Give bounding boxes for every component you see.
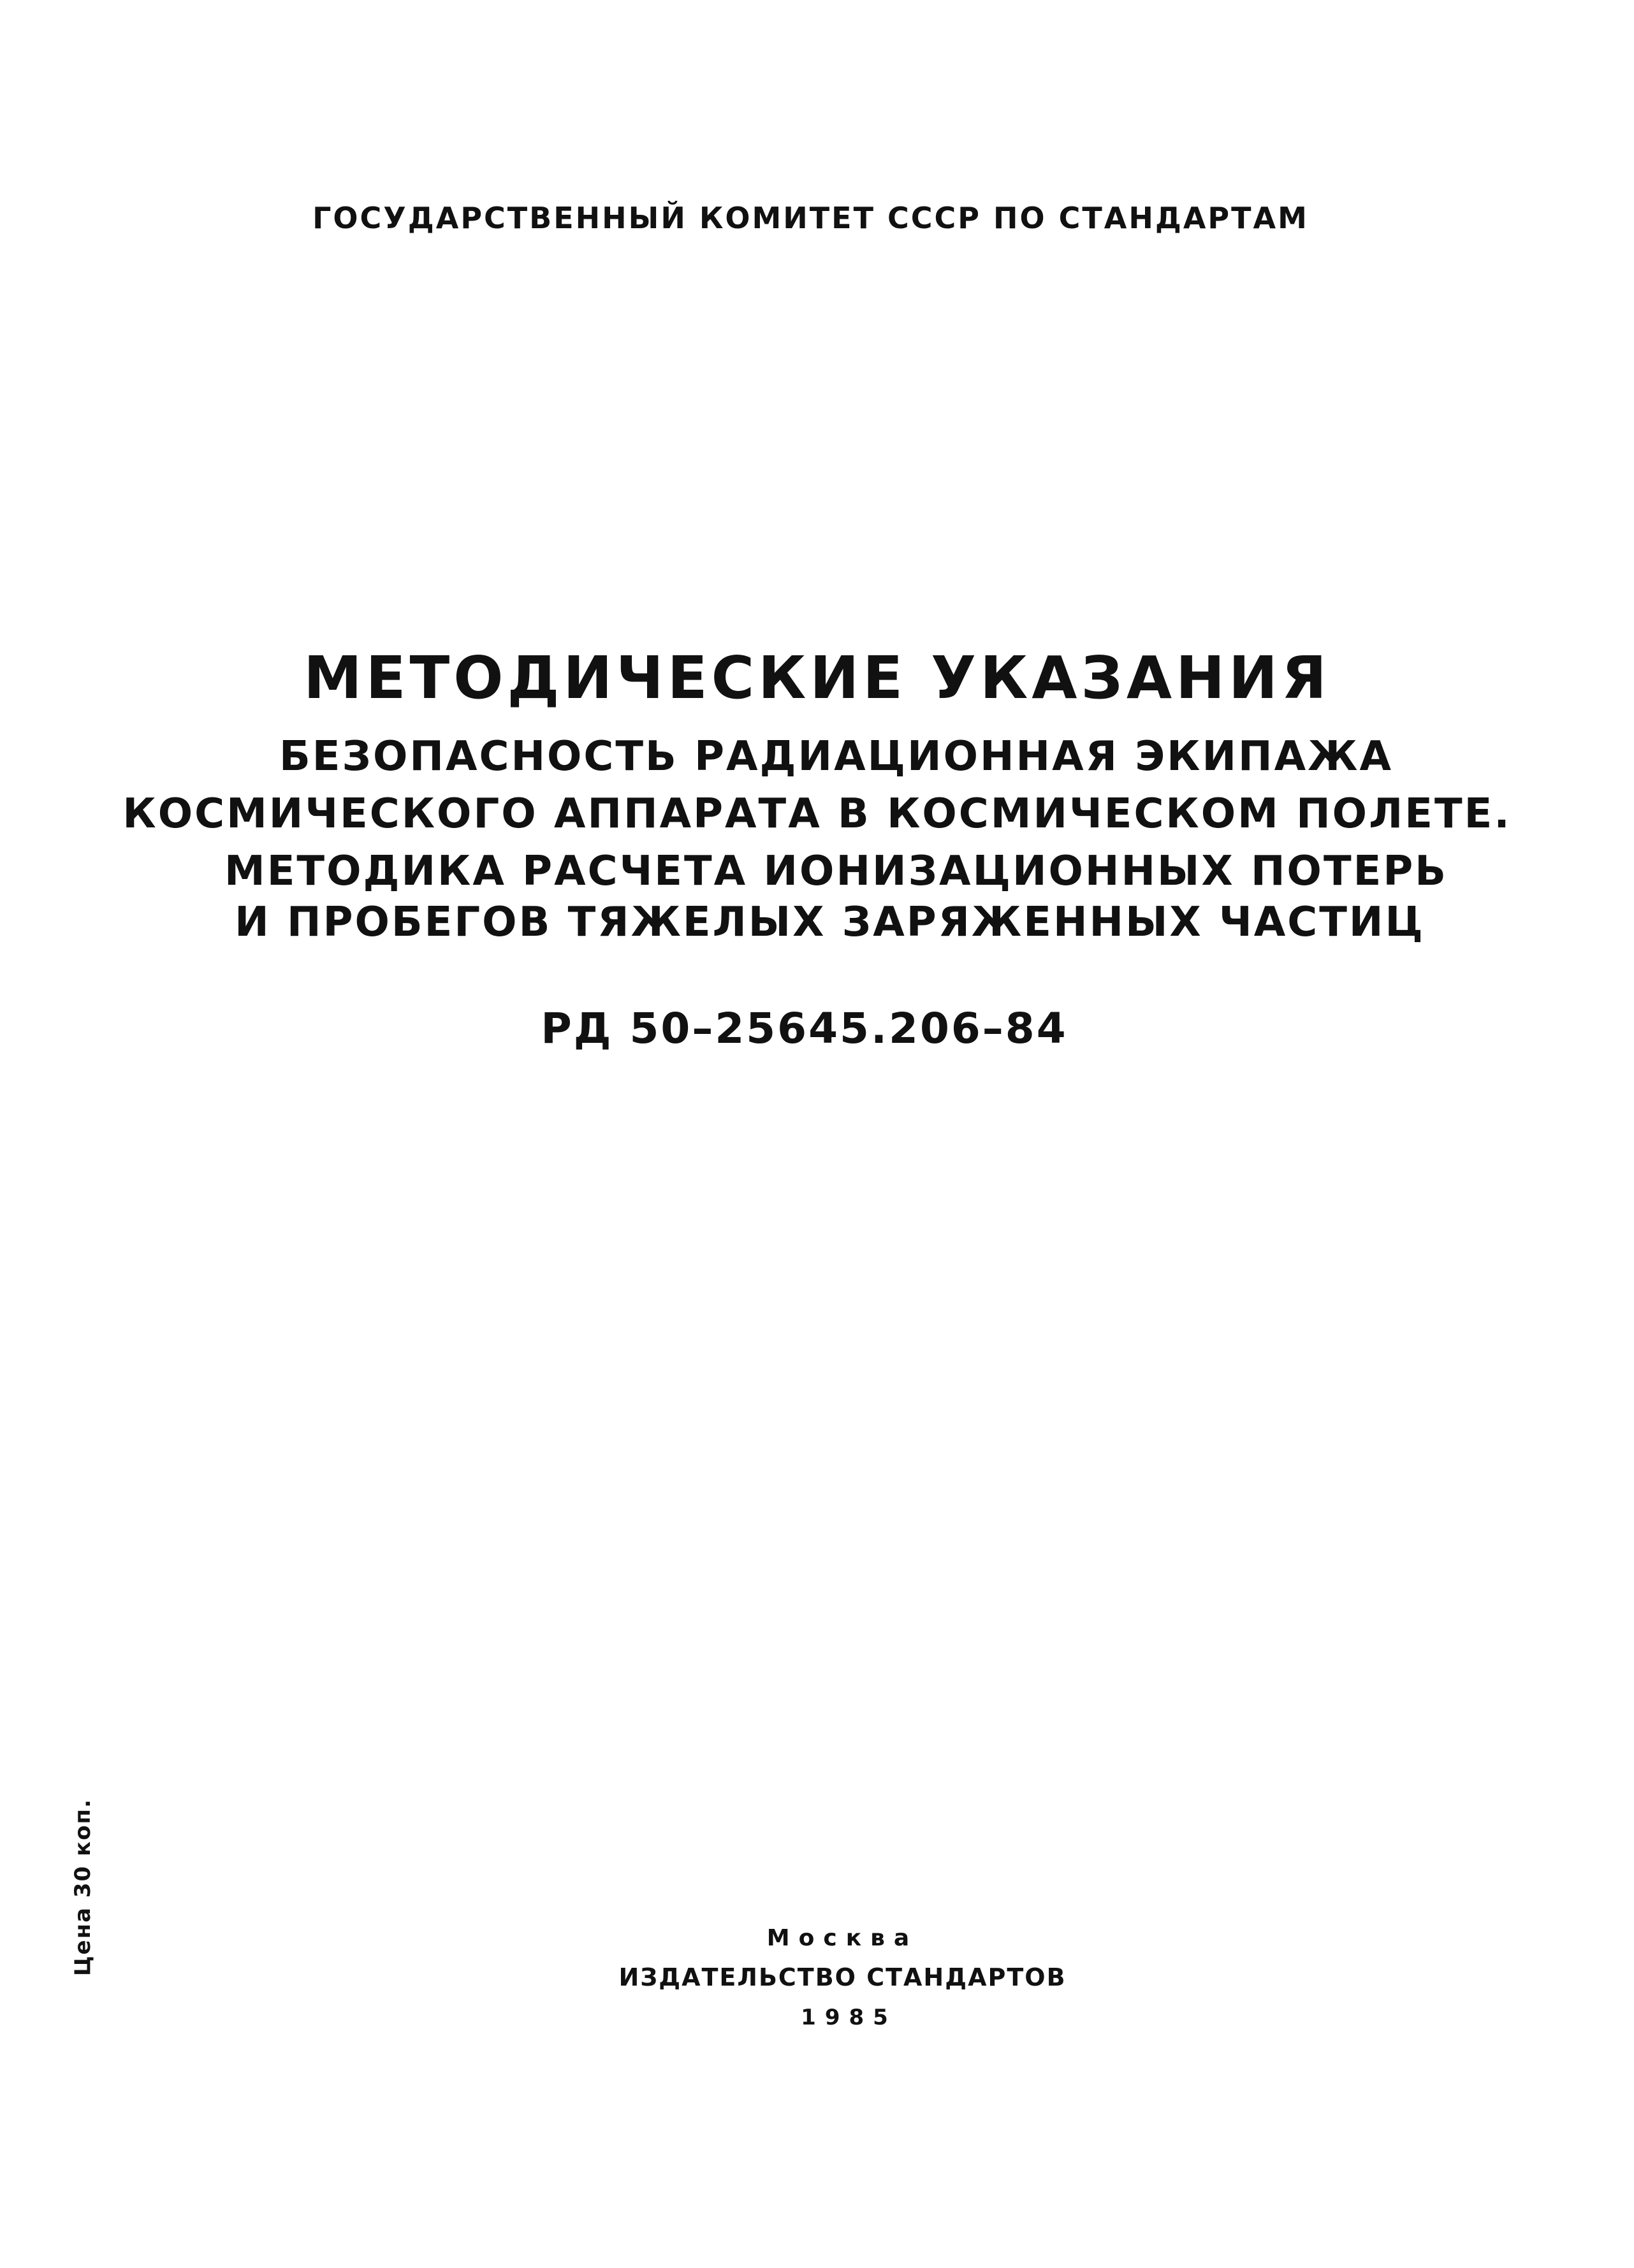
publication-city: Москва: [766, 1925, 919, 1951]
publisher-name: ИЗДАТЕЛЬСТВО СТАНДАРТОВ: [618, 1963, 1067, 1991]
publication-year: 1985: [801, 2005, 897, 2030]
document-code: РД 50–25645.206–84: [541, 1004, 1068, 1053]
title-line-4: И ПРОБЕГОВ ТЯЖЕЛЫХ ЗАРЯЖЕННЫХ ЧАСТИЦ: [235, 899, 1425, 946]
document-type: МЕТОДИЧЕСКИЕ УКАЗАНИЯ: [303, 644, 1331, 712]
title-line-2: КОСМИЧЕСКОГО АППАРАТА В КОСМИЧЕСКОМ ПОЛЕТЕ.: [122, 790, 1512, 838]
title-line-3: МЕТОДИКА РАСЧЕТА ИОНИЗАЦИОННЫХ ПОТЕРЬ: [224, 848, 1448, 895]
organization-header: ГОСУДАРСТВЕННЫЙ КОМИТЕТ СССР ПО СТАНДАРТАМ: [312, 201, 1309, 235]
title-line-1: БЕЗОПАСНОСТЬ РАДИАЦИОННАЯ ЭКИПАЖА: [279, 733, 1393, 780]
price-label: Цена 30 коп.: [70, 1798, 96, 1976]
